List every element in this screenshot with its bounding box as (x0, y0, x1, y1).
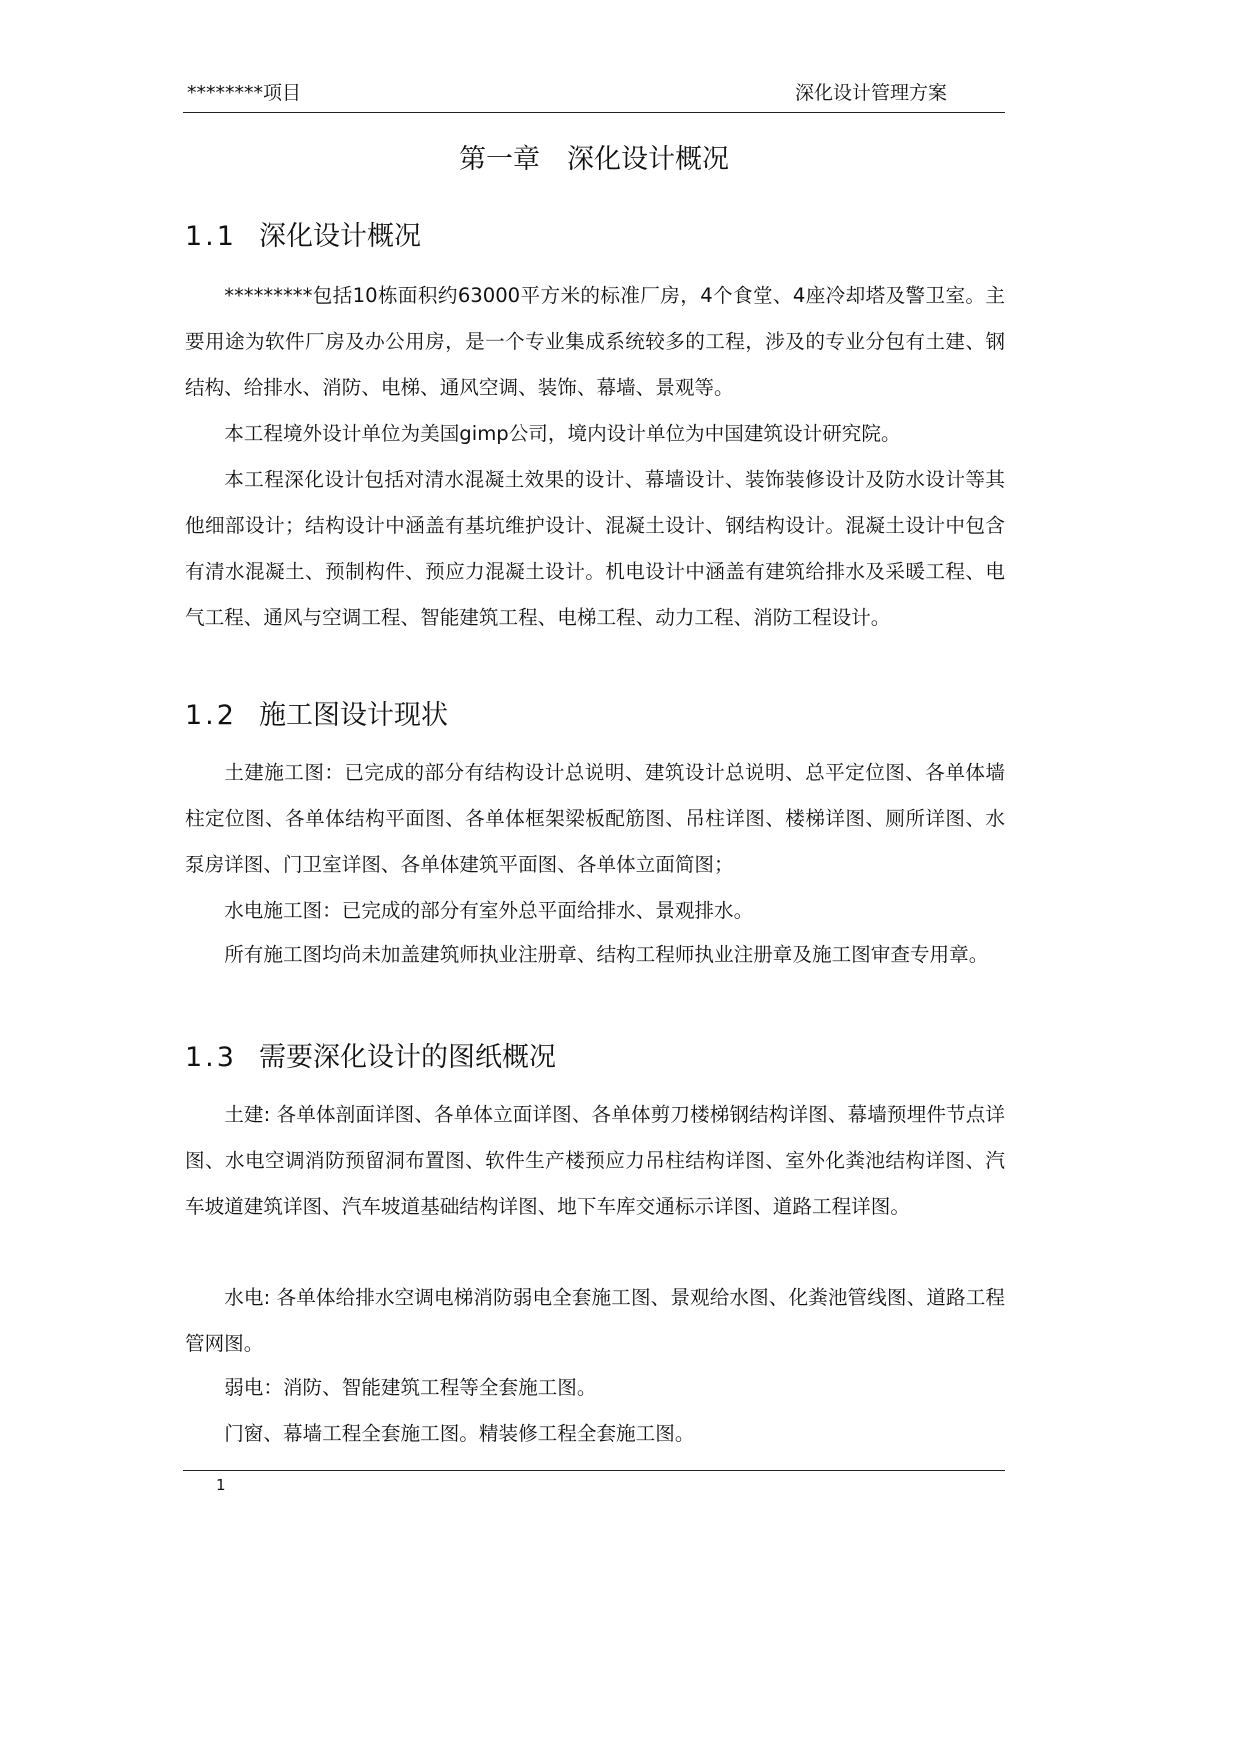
section-title: 施工图设计现状 (259, 700, 448, 731)
paragraph: 水电: 各单体给排水空调电梯消防弱电全套施工图、景观给水图、化粪池管线图、道路工程管网图。 (185, 1286, 1005, 1355)
header-document-title: 深化设计管理方案 (794, 82, 947, 104)
paragraph: 弱电：消防、智能建筑工程等全套施工图。 (224, 1376, 597, 1399)
paragraph: 水电施工图：已完成的部分有室外总平面给排水、景观排水。 (224, 899, 754, 922)
section-title: 深化设计概况 (259, 221, 421, 252)
page-number: 1 (216, 1476, 226, 1494)
footer-divider (183, 1470, 1005, 1471)
section-number: 1.2 (185, 700, 237, 731)
section-number: 1.3 (185, 1042, 237, 1073)
section-heading-1-2 (185, 694, 448, 738)
paragraph: 土建: 各单体剖面详图、各单体立面详图、各单体剪刀楼梯钢结构详图、幕墙预埋件节点详图、水电空调消防预留洞布置图、软件生产楼预应力吊柱结构详图、室外化粪池结构详图、汽车坡道建筑详图、汽车坡道基础结构详图、地下车库交通标示详图、道路工程详图。 (185, 1103, 1005, 1218)
header-divider (183, 112, 1005, 113)
paragraph: 所有施工图均尚未加盖建筑师执业注册章、结构工程师执业注册章及施工图审查专用章。 (224, 943, 989, 966)
section-title: 需要深化设计的图纸概况 (259, 1042, 556, 1073)
section-number: 1.1 (185, 221, 237, 252)
section-heading-1-3 (185, 1036, 556, 1080)
paragraph: 本工程深化设计包括对清水混凝土效果的设计、幕墙设计、装饰装修设计及防水设计等其他细部设计；结构设计中涵盖有基坑维护设计、混凝土设计、钢结构设计。混凝土设计中包含有清水混凝土、预制构件、预应力混凝土设计。机电设计中涵盖有建筑给排水及采暖工程、电气工程、通风与空调工程、智能建筑工程、电梯工程、动力工程、消防工程设计。 (185, 468, 1005, 629)
paragraph: 本工程境外设计单位为美国gimp公司，境内设计单位为中国建筑设计研究院。 (224, 422, 901, 445)
header-project-name: ********项目 (187, 82, 302, 104)
section-heading-1-1 (185, 215, 421, 259)
paragraph: 门窗、幕墙工程全套施工图。精装修工程全套施工图。 (224, 1422, 695, 1445)
chapter-title: 第一章 深化设计概况 (459, 144, 729, 175)
page-header (183, 76, 1005, 110)
paragraph: *********包括10栋面积约63000平方米的标准厂房，4个食堂、4座冷却塔及警卫室。主要用途为软件厂房及办公用房，是一个专业集成系统较多的工程，涉及的专业分包有土建、钢结构、给排水、消防、电梯、通风空调、装饰、幕墙、景观等。 (185, 284, 1005, 399)
paragraph: 土建施工图：已完成的部分有结构设计总说明、建筑设计总说明、总平定位图、各单体墙柱定位图、各单体结构平面图、各单体框架梁板配筋图、吊柱详图、楼梯详图、厕所详图、水泵房详图、门卫室详图、各单体建筑平面图、各单体立面简图； (185, 761, 1005, 876)
